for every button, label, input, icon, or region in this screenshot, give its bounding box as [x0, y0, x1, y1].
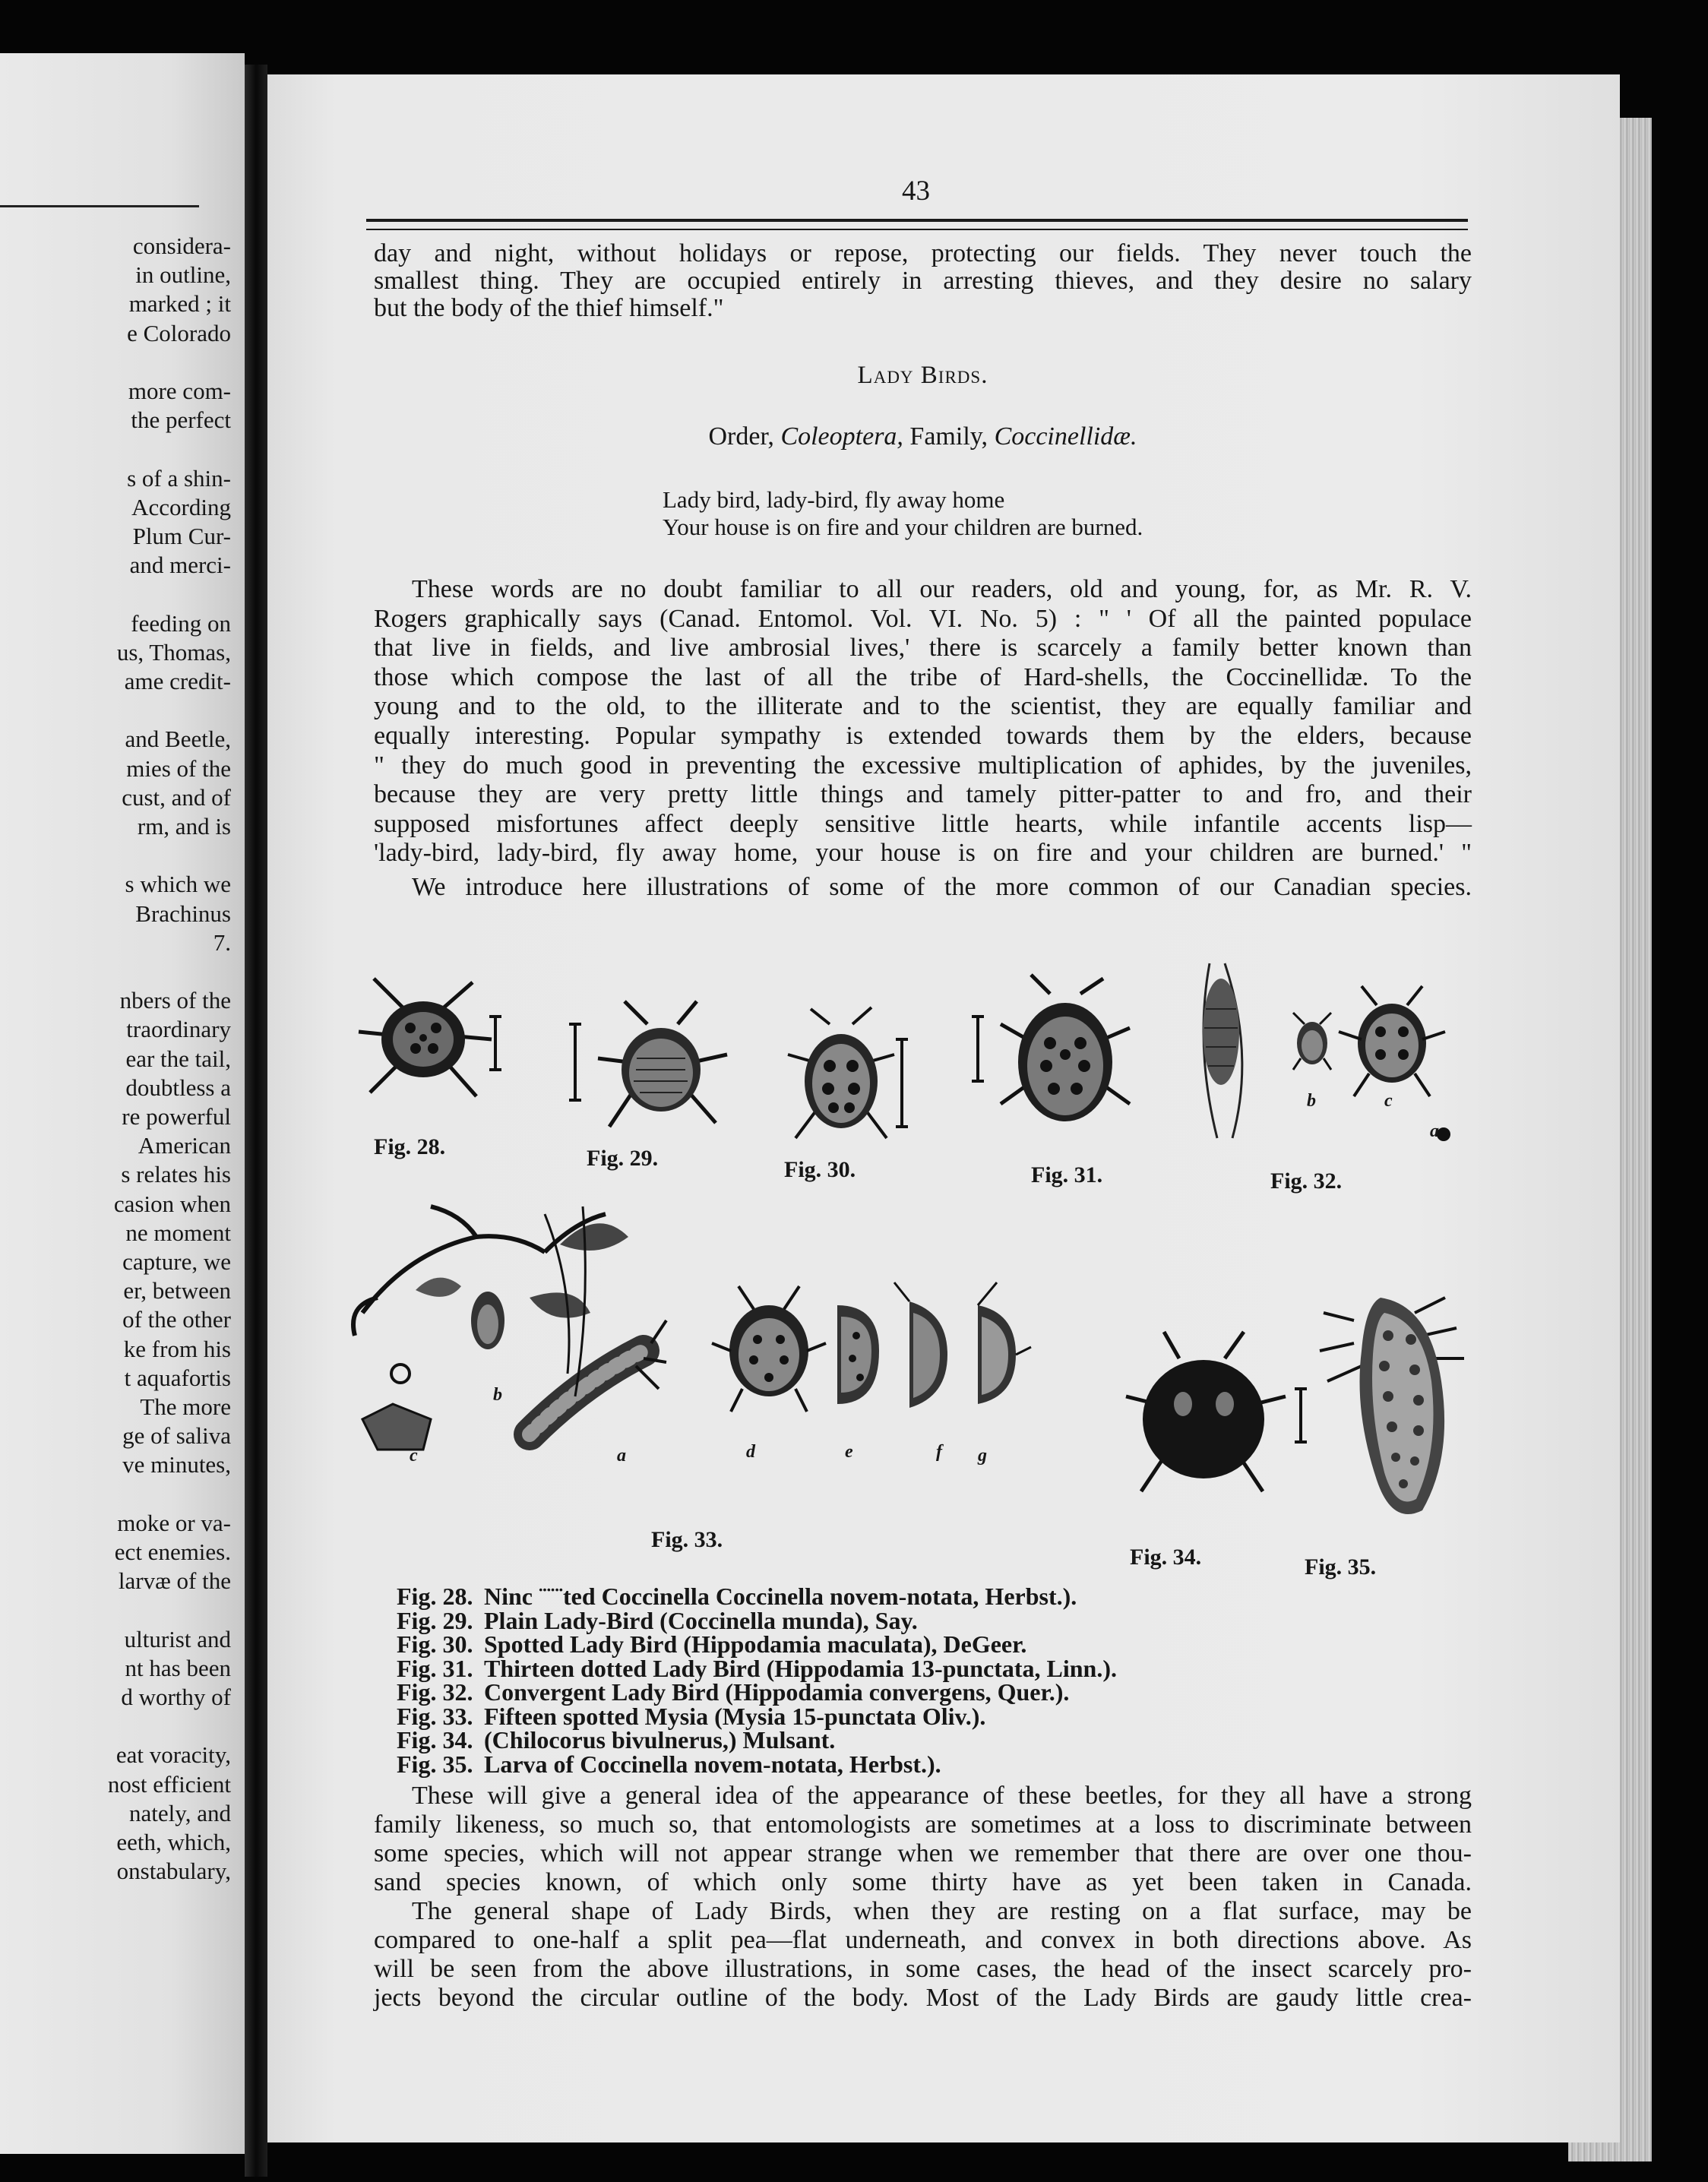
paragraph-line: that live in fields, and live ambrosial lives,' there is scarcely a family better known than — [374, 634, 1472, 663]
left-page-line: in outline, — [135, 261, 231, 289]
left-page-line: traordinary — [126, 1016, 231, 1043]
section-title: Lady Birds. — [857, 362, 988, 389]
left-page-line: ve minutes, — [122, 1451, 231, 1478]
left-page-line: us, Thomas, — [116, 638, 231, 666]
fig28-beetle-illustration — [343, 963, 507, 1108]
left-page-line: ulturist and — [124, 1625, 231, 1652]
left-page-line: Plum Cur- — [132, 523, 231, 549]
left-page-line: ect enemies. — [114, 1538, 231, 1565]
fig33-letter-b: b — [493, 1385, 502, 1405]
fig33-letter-d: d — [746, 1442, 755, 1462]
left-page-line: nbers of the — [119, 987, 231, 1014]
left-page-line: mies of the — [126, 754, 231, 782]
paragraph-line: These will give a general idea of the appearance of these beetles, for they all have a strong — [412, 1782, 1472, 1810]
left-page-line: ame credit- — [124, 668, 231, 694]
fig34-beetle-illustration — [1111, 1320, 1316, 1518]
caption-number: Fig. 28. — [397, 1583, 473, 1610]
paragraph-line: because they are very pretty little things and tamely pitter-patter to and fro, and their — [374, 780, 1472, 809]
left-page-line: 7. — [213, 928, 231, 956]
caption-number: Fig. 30. — [397, 1630, 473, 1658]
left-page-line: feeding on — [131, 609, 231, 637]
paragraph-2: We introduce here illustrations of some of the more common of our Canadian species. — [412, 873, 1472, 901]
left-page-line: American — [138, 1132, 231, 1159]
fig32-beetles-illustration — [1179, 956, 1468, 1153]
paragraph-line: jects beyond the circular outline of the body. Most of the Lady Birds are gaudy little crea- — [374, 1984, 1472, 2012]
left-page-line: ke from his — [123, 1335, 231, 1362]
fig32-letter-c: c — [1384, 1091, 1393, 1111]
caption-number: Fig. 35. — [397, 1750, 473, 1778]
order-line — [374, 422, 1472, 451]
page-number: 43 — [902, 176, 930, 207]
caption-row — [397, 1750, 941, 1779]
left-page-line: ge of saliva — [122, 1422, 231, 1450]
paragraph-line: those which compose the last of all the tribe of Hard-shells, the Coccinellidæ. To the — [374, 663, 1472, 691]
intro-line: but the body of the thief himself." — [374, 294, 724, 322]
order-prefix: Order, — [708, 422, 774, 451]
left-page-line: eeth, which, — [116, 1829, 231, 1855]
family-prefix: Family, — [909, 422, 988, 451]
header-rule — [366, 219, 1468, 230]
fig33-letter-e: e — [845, 1442, 853, 1462]
left-page-line: ear the tail, — [125, 1045, 231, 1072]
fig35-label: Fig. 35. — [1305, 1554, 1377, 1580]
fig35-larva-illustration — [1308, 1282, 1483, 1533]
left-page-line: larvæ of the — [118, 1567, 231, 1595]
fig33-letter-a: a — [617, 1446, 626, 1466]
paragraph-line: young and to the old, to the illiterate and to the scientist, they are equally familiar and — [374, 692, 1472, 721]
left-page-line: of the other — [122, 1306, 231, 1333]
fig32-letter-a: a — [1430, 1121, 1439, 1141]
left-page-line: the perfect — [131, 406, 231, 434]
left-page-fragment — [0, 53, 245, 2154]
left-page-line: s of a shin- — [127, 464, 231, 492]
left-page-line: The more — [140, 1393, 231, 1420]
left-page-line: s relates his — [121, 1161, 231, 1188]
left-page-line: nost efficient — [107, 1770, 231, 1798]
rhyme-line: Your house is on fire and your children are burned. — [663, 514, 1143, 540]
caption-number: Fig. 31. — [397, 1654, 473, 1682]
caption-text: Fifteen spotted Mysia (Mysia 15-punctata Oliv.). — [484, 1702, 986, 1730]
fig33-label: Fig. 33. — [651, 1527, 723, 1552]
fig30-label: Fig. 30. — [784, 1157, 856, 1182]
left-page-line: According — [131, 493, 231, 520]
left-page-line: nt has been — [125, 1654, 231, 1681]
caption-number: Fig. 32. — [397, 1678, 473, 1706]
left-page-line: more com- — [128, 378, 231, 404]
left-page-line: er, between — [123, 1277, 231, 1304]
caption-number: Fig. 33. — [397, 1702, 473, 1730]
left-page-line: eat voracity, — [115, 1741, 231, 1769]
fig34-label: Fig. 34. — [1130, 1545, 1202, 1570]
fig30-beetle-illustration — [777, 1001, 913, 1146]
caption-number: Fig. 29. — [397, 1606, 473, 1634]
left-page-line: rm, and is — [137, 813, 231, 840]
paragraph-line: " they do much good in preventing the excessive multiplication of aphides, by the juveniles, — [374, 751, 1472, 780]
fig33-letter-f: f — [936, 1442, 942, 1462]
fig28-label: Fig. 28. — [374, 1134, 446, 1159]
paragraph-line: The general shape of Lady Birds, when they are resting on a flat surface, may be — [412, 1897, 1472, 1925]
left-page-line: Brachinus — [135, 900, 231, 927]
paragraph-line: supposed misfortunes affect deeply sensitive little hearts, while infantile accents lisp— — [374, 809, 1472, 838]
left-page-line: marked ; it — [128, 290, 231, 318]
caption-number: Fig. 34. — [397, 1726, 473, 1754]
caption-text: Convergent Lady Bird (Hippodamia convergens, Quer.). — [484, 1678, 1070, 1706]
paragraph-line: some species, which will not appear strange when we remember that there are over one thou- — [374, 1839, 1472, 1867]
left-page-line: considera- — [132, 232, 231, 259]
fig32-letter-b: b — [1307, 1091, 1316, 1111]
left-page-line: and Beetle, — [125, 726, 231, 753]
left-page-line: t aquafortis — [124, 1364, 231, 1391]
paragraph-line: sand species known, of which only some thirty have as yet been taken in Canada. — [374, 1868, 1472, 1896]
fig29-beetle-illustration — [564, 994, 739, 1131]
left-page-rule — [0, 205, 199, 207]
fig33-plant-and-beetles-illustration — [347, 1199, 1035, 1518]
paragraph-line: 'lady-bird, lady-bird, fly away home, your house is on fire and your children are burned.' " — [374, 839, 1472, 868]
paragraph-line: will be seen from the above illustrations, in some cases, the head of the insect scarcely pro- — [374, 1955, 1472, 1983]
intro-line: smallest thing. They are occupied entirely in arresting thieves, and they desire no salary — [374, 267, 1472, 295]
caption-text: Ninc ¨¨¨ted Coccinella Coccinella novem-notata, Herbst.). — [484, 1583, 1077, 1610]
intro-line: day and night, without holidays or repose, protecting our fields. They never touch the — [374, 239, 1472, 267]
caption-text: (Chilocorus bivulnerus,) Mulsant. — [484, 1726, 836, 1754]
left-page-line: cust, and of — [122, 783, 231, 811]
left-page-line: moke or va- — [117, 1509, 231, 1536]
family-name: Coccinellidæ. — [994, 422, 1137, 451]
fig33-letter-g: g — [978, 1446, 987, 1466]
left-page-line: doubtless a — [125, 1074, 231, 1101]
left-page-line: and merci- — [129, 552, 231, 579]
order-name: Coleoptera, — [780, 422, 903, 451]
left-page-line: d worthy of — [121, 1684, 231, 1710]
left-page-line: ne moment — [125, 1219, 231, 1246]
fig31-beetle-illustration — [966, 971, 1149, 1146]
left-page-line: capture, we — [122, 1248, 231, 1275]
caption-text: Spotted Lady Bird (Hippodamia maculata), DeGeer. — [484, 1630, 1027, 1658]
fig31-label: Fig. 31. — [1031, 1162, 1103, 1187]
paragraph-line: Rogers graphically says (Canad. Entomol. Vol. VI. No. 5) : " ' Of all the painted populace — [374, 604, 1472, 633]
book-gutter — [245, 65, 267, 2177]
left-page-line: e Colorado — [127, 319, 231, 346]
paragraph-line: These words are no doubt familiar to all our readers, old and young, for, as Mr. R. V. — [412, 575, 1472, 603]
left-page-line: s which we — [125, 871, 231, 898]
caption-text: Thirteen dotted Lady Bird (Hippodamia 13-punctata, Linn.). — [484, 1654, 1117, 1682]
left-page-line: onstabulary, — [116, 1858, 231, 1885]
caption-text: Larva of Coccinella novem-notata, Herbst.). — [484, 1750, 941, 1778]
caption-text: Plain Lady-Bird (Coccinella munda), Say. — [484, 1606, 918, 1634]
paragraph-line: compared to one-half a split pea—flat underneath, and convex in both directions above. As — [374, 1926, 1472, 1954]
fig29-label: Fig. 29. — [587, 1146, 659, 1171]
left-page-line: casion when — [113, 1190, 231, 1217]
fig33-letter-c: c — [410, 1446, 418, 1466]
fig32-label: Fig. 32. — [1270, 1168, 1343, 1194]
left-page-line: nately, and — [129, 1799, 231, 1826]
right-page — [267, 74, 1620, 2142]
left-page-line: re powerful — [122, 1103, 231, 1130]
rhyme-line: Lady bird, lady-bird, fly away home — [663, 486, 1005, 513]
paragraph-line: family likeness, so much so, that entomologists are sometimes at a loss to discriminate between — [374, 1810, 1472, 1839]
paragraph-line: equally interesting. Popular sympathy is extended towards them by the elders, because — [374, 722, 1472, 750]
